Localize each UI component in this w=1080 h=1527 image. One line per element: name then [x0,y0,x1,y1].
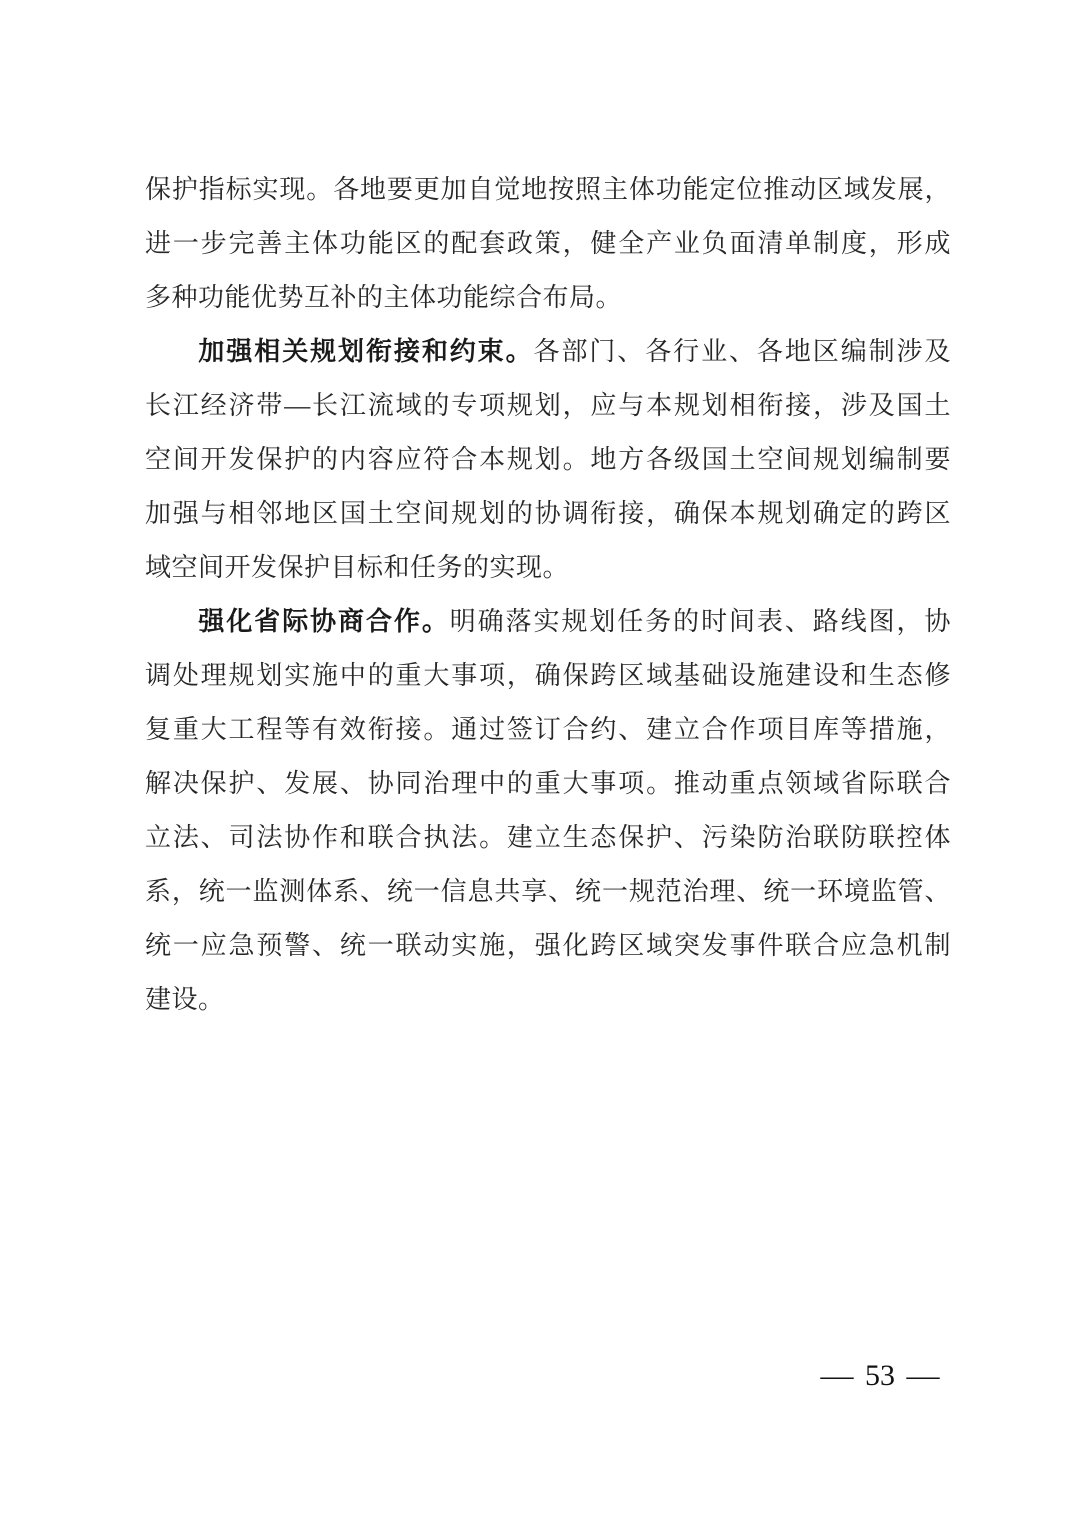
line-text: 系，统一监测体系、统一信息共享、统一规范治理、统一环境监管、 [145,877,951,906]
page-footer [822,1358,938,1394]
body-text-block [145,163,951,1027]
line-text: 解决保护、发展、协同治理中的重大事项。推动重点领域省际联合 [145,769,951,798]
text-line [145,757,951,811]
paragraph-lead-bold: 加强相关规划衔接和约束。 [197,337,534,366]
line-text: 统一应急预警、统一联动实施，强化跨区域突发事件联合应急机制 [145,931,951,960]
line-text: 长江经济带—长江流域的专项规划，应与本规划相衔接，涉及国土 [145,391,951,420]
text-line [145,973,951,1027]
line-text: 多种功能优势互补的主体功能综合布局。 [145,283,623,312]
line-text: 保护指标实现。各地要更加自觉地按照主体功能定位推动区域发展， [145,175,951,204]
line-text: 建设。 [145,985,225,1014]
line-text: 进一步完善主体功能区的配套政策，健全产业负面清单制度，形成 [145,229,951,258]
page-number: 53 [865,1359,895,1392]
text-line [145,703,951,757]
line-text: 加强与相邻地区国土空间规划的协调衔接，确保本规划确定的跨区 [145,499,951,528]
text-line [145,217,951,271]
paragraph-indent [145,629,197,630]
text-line [145,811,951,865]
text-line [145,541,951,595]
line-text: 域空间开发保护目标和任务的实现。 [145,553,570,582]
line-text: 明确落实规划任务的时间表、路线图，协 [449,607,951,636]
line-text: 空间开发保护的内容应符合本规划。地方各级国土空间规划编制要 [145,445,951,474]
text-line [145,163,951,217]
text-line [145,649,951,703]
text-line [145,865,951,919]
text-line [145,595,951,649]
footer-dash-left: — [820,1359,854,1392]
footer-dash-right: — [906,1359,940,1392]
text-line [145,487,951,541]
line-text: 复重大工程等有效衔接。通过签订合约、建立合作项目库等措施， [145,715,951,744]
text-line [145,379,951,433]
text-line [145,325,951,379]
line-text: 立法、司法协作和联合执法。建立生态保护、污染防治联防联控体 [145,823,951,852]
paragraph-lead-bold: 强化省际协商合作。 [197,607,450,636]
text-line [145,271,951,325]
text-line [145,919,951,973]
paragraph-indent [145,359,197,360]
line-text: 调处理规划实施中的重大事项，确保跨区域基础设施建设和生态修 [145,661,951,690]
line-text: 各部门、各行业、各地区编制涉及 [533,337,951,366]
text-line [145,433,951,487]
